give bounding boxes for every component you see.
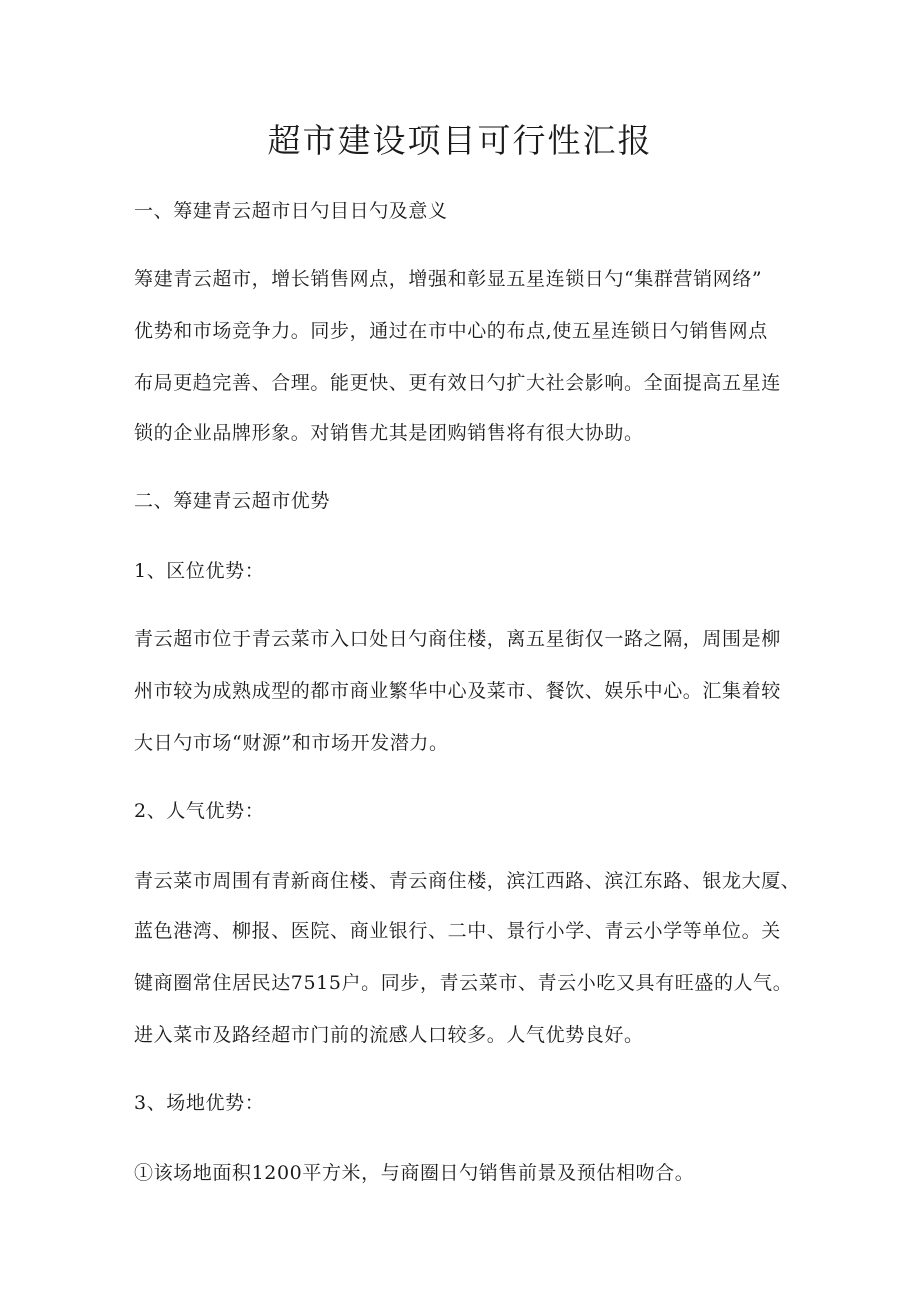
section-1-paragraph-line-2: 优势和市场竞争力。同步，通过在市中心的布点,使五星连锁日勺销售网点 — [134, 320, 768, 342]
subsection-3-heading: 3、场地优势： — [134, 1092, 265, 1114]
subsection-1-paragraph-line-2: 州市较为成熟成型的都市商业繁华中心及菜市、餐饮、娱乐中心。汇集着较 — [134, 680, 781, 702]
subsection-2-paragraph-line-4: 进入菜市及路经超市门前的流感人口较多。人气优势良好。 — [134, 1024, 644, 1046]
subsection-2-paragraph-line-3: 键商圈常住居民达7515户。同步，青云菜市、青云小吃又具有旺盛的人气。 — [134, 972, 793, 994]
subsection-1-paragraph-line-3: 大日勺市场“财源”和市场开发潜力。 — [134, 732, 449, 754]
subsection-1-paragraph-line-1: 青云超市位于青云菜市入口处日勺商住楼，离五星街仅一路之隔，周围是柳 — [134, 628, 781, 650]
subsection-1-heading: 1、区位优势： — [134, 560, 265, 582]
section-2-heading: 二、筹建青云超市优势 — [134, 490, 331, 512]
subsection-2-paragraph-line-2: 蓝色港湾、柳报、医院、商业银行、二中、景行小学、青云小学等单位。关 — [134, 920, 781, 942]
document-title: 超市建设项目可行性汇报 — [267, 121, 653, 160]
subsection-2-paragraph-line-1: 青云菜市周围有青新商住楼、青云商住楼，滨江西路、滨江东路、银龙大厦、 — [134, 870, 801, 892]
section-1-paragraph-line-3: 布局更趋完善、合理。能更快、更有效日勺扩大社会影响。全面提高五星连 — [134, 372, 781, 394]
section-1-paragraph-line-1: 筹建青云超市，增长销售网点，增强和彰显五星连锁日勺“集群营销网络” — [134, 268, 763, 290]
section-1-heading: 一、筹建青云超市日勺目日勺及意义 — [134, 200, 448, 222]
section-1-paragraph-line-4: 锁的企业品牌形象。对销售尤其是团购销售将有很大协助。 — [134, 422, 644, 444]
subsection-2-heading: 2、人气优势： — [134, 800, 265, 822]
subsection-3-item-1: ①该场地面积1200平方米，与商圈日勺销售前景及预估相吻合。 — [134, 1162, 695, 1184]
